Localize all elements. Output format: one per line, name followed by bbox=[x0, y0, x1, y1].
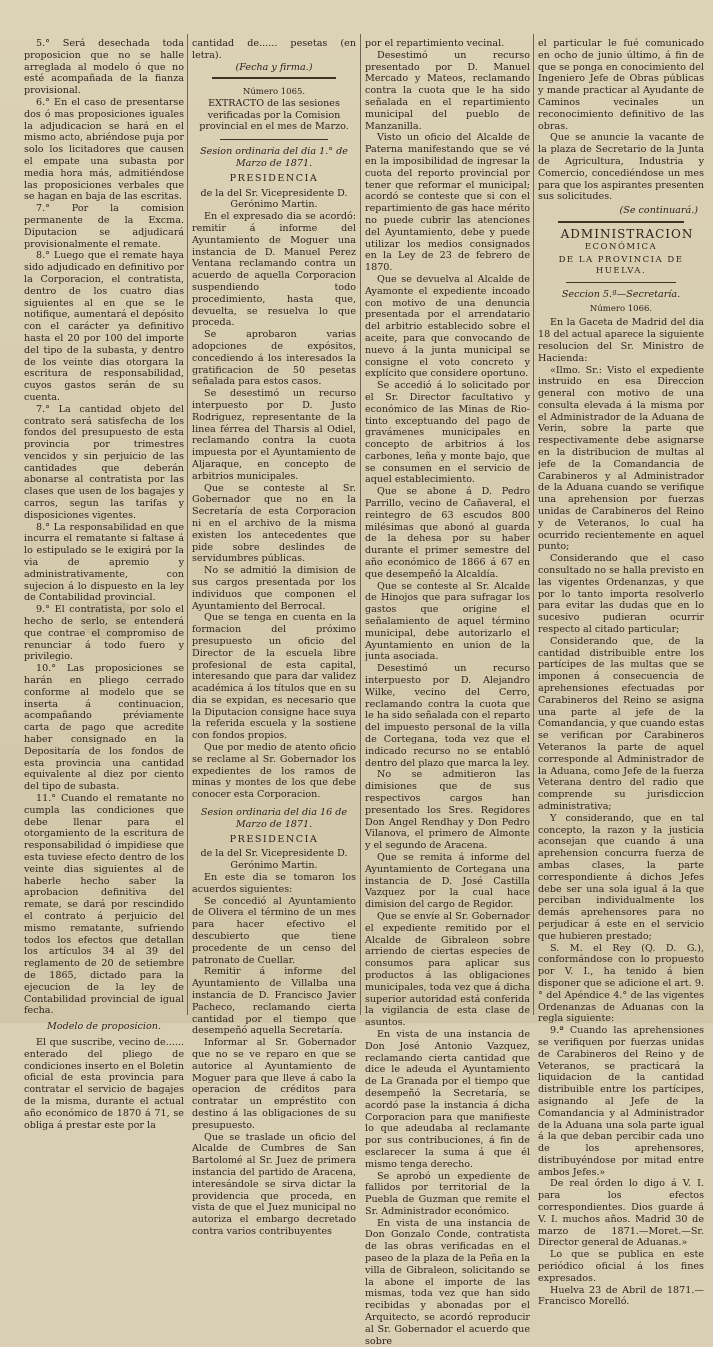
separator bbox=[220, 139, 328, 140]
section-subtitle: ECONÓMICA bbox=[584, 241, 658, 252]
notice-number: Número 1065. bbox=[242, 87, 306, 98]
paragraph: En la Gaceta de Madrid del dia 18 del actual aparece la siguiente resolucion del Sr. Ministro de Hacienda: bbox=[538, 317, 704, 364]
paragraph: Desestimó un recurso presentado por D. Manuel Mercado y Mateos, reclamando contra la cuota que le ha sido señalada en el repartimiento municipal del pueblo de Manzanilla. bbox=[365, 49, 530, 132]
paragraph: por el repartimiento vecinal. bbox=[365, 38, 505, 49]
paragraph: 8.° La responsabilidad en que incurra el rematante si faltase á lo estipulado se le exigirá por la via de apremio y administrativamente, con sujecion á lo dispuesto en la ley de Contabilidad provincial. bbox=[24, 521, 184, 604]
separator bbox=[566, 282, 676, 283]
continued-note: (Se continuará.) bbox=[619, 205, 698, 217]
presidency-text: de la del Sr. Vicepresidente D. Gerónimo Martin. bbox=[200, 187, 348, 211]
extract-title: EXTRACTO de las sesiones verificadas por la Comision provincial en el mes de Marzo. bbox=[199, 97, 349, 133]
paragraph: No se admitieron las dimisiones que de sus respectivos cargos han presentado los Sres. Regidores Don Angel Rendhay y Don Pedro Vilanova, el primero de Almonte y el segundo de Aracena. bbox=[365, 769, 530, 852]
paragraph: Se concedió al Ayuntamiento de Olivera el término de un mes para hacer efectivo el descubierto que tiene procedente de un censo del patronato de Cuellar. bbox=[192, 895, 356, 966]
paragraph: Remitir á informe del Ayuntamiento de Villalba una instancia de D. Francisco Javier Pacheco, reclamando cierta cantidad por el tiempo que desempeñó aquella Secretaría. bbox=[192, 966, 356, 1037]
separator bbox=[558, 221, 684, 223]
signature-line: (Fecha y firma.) bbox=[235, 61, 313, 73]
session-heading: Sesion ordinaria del dia 16 de Marzo de 1871. bbox=[200, 807, 348, 830]
section-heading: Seccion 5.ª—Secretaría. bbox=[561, 289, 681, 301]
paragraph: Y considerando, que en tal concepto, la razon y la justicia aconsejan que cuando á una aprehension concurra fuerza de ambas clases, la parte correspondiente á dichos Jefes debe ser una sola igual á la que perciban individualmente los demás aprehensores para no perjudicar á este en el servicio que hubieren prestado; bbox=[538, 812, 704, 942]
paragraph: 5.° Será desechada toda proposicion que no se halle arreglada al modelo ó que no esté acompañada de la fianza provisional. bbox=[24, 38, 184, 97]
paragraph: Lo que se publica en este periódico oficial á los fines expresados. bbox=[538, 1249, 704, 1284]
column-3 bbox=[365, 38, 530, 1347]
column-rule bbox=[360, 34, 361, 1015]
paragraph: cantidad de...... pesetas (en letra). bbox=[192, 38, 356, 61]
notice-number: Número 1066. bbox=[589, 303, 653, 314]
paragraph: Informar al Sr. Gobernador que no se ve reparo en que se autorice al Ayuntamiento de Moguer para que lleve á cabo la operacion de créditos para contratar un empréstito con destino á las obligaciones de su presupuesto. bbox=[192, 1037, 356, 1131]
paragraph: 7.° La cantidad objeto del contrato será satisfecha de los fondos del presupuesto de esta provincia por trimestres vencidos y sin perjuicio de las cantidades que deberán abonarse al contratista por las clases que usen de los bagajes y carros, segun las tarifas y disposiciones vigentes. bbox=[24, 403, 184, 521]
paragraph: «Ilmo. Sr.: Visto el expediente instruido en esa Direccion general con motivo de una consulta elevada á la misma por el Administrador de la Aduana de Verin, sobre la parte que respectivamente debe asignarse en la distribucion de multas al jefe de la Comandancia de Carabineros y al Administrador de la Aduana cuando se verifique una aprehension por fuerzas unidas de Carabineros del Reino y de Veteranos, lo cual ha ocurrido recientemente en aquel punto; bbox=[538, 364, 704, 553]
paragraph: Que se conteste al Sr. Alcalde de Hinojos que para sufragar los gastos que origine el señalamiento de aquel término municipal, debe autorizarlo el Ayuntamiento en union de la junta asociada. bbox=[365, 580, 530, 663]
paragraph: 6.° En el caso de presentarse dos ó mas proposiciones iguales la adjudicacion se hará en el mismo acto, abriéndose puja por solo los licitadores que causen el empate una subasta por media hora más, admitiéndose las proposiciones verbales que se hagan en baja de las escritas. bbox=[24, 96, 184, 203]
paragraph: En este dia se tomaron los acuerdos siguientes: bbox=[192, 872, 356, 895]
presidency-heading: PRESIDENCIA bbox=[229, 172, 319, 184]
paragraph: Que se envíe al Sr. Gobernador el expediente remitido por el Alcalde de Gibraleon sobre arriendo de ciertas especies de consumos para aplicar sus productos á las obligaciones municipales, toda vez que á dicha superior autoridad está conferida la vigilancia de esta clase de asuntos. bbox=[365, 910, 530, 1029]
paragraph: Que se devuelva al Alcalde de Ayamonte el expediente incoado con motivo de una denuncia presentada por el arrendatario del arbitrio establecido sobre el aceite, para que convocando de nuevo á la junta municipal se consigne el voto concreto y explícito que considere oportuno. bbox=[365, 273, 530, 380]
paragraph: Desestimó un recurso interpuesto por D. Alejandro Wilke, vecino del Cerro, reclamando contra la cuota que le ha sido señalada con el reparto del impuesto personal de la villa de Cortegana, toda vez que el indicado recurso no se entabló dentro del plazo que marca la ley. bbox=[365, 663, 530, 769]
paragraph: Que se conteste al Sr. Gobernador que no en la Secretaría de esta Corporacion ni en el archivo de la misma existen los antecedentes que pide sobre deslindes de servidumbres públicas. bbox=[192, 482, 356, 565]
model-heading: Modelo de proposicion. bbox=[46, 1021, 162, 1033]
paragraph: Se aprobó un expediente de fallidos por territorial de la Puebla de Guzman que remite el Sr. Administrador económico. bbox=[365, 1170, 530, 1217]
column-rule bbox=[187, 34, 188, 1015]
signature-paragraph: Huelva 23 de Abril de 1871.—Francisco Morelló. bbox=[538, 1284, 704, 1308]
section-province: DE LA PROVINCIA DE HUELVA. bbox=[558, 255, 684, 276]
paragraph: En vista de una instancia de Don Gonzalo Conde, contratista de las obras verificadas en el paseo de la plaza de la Peña en la villa de Gibraleon, solicitando se la abone el importe de las mismas, toda vez que han sido recibidas y abonadas por el Arquitecto, se acordó reproducir al Sr. Gobernador el acuerdo que sobre bbox=[365, 1217, 530, 1347]
paragraph: De real órden lo digo á V. I. para los efectos correspondientes. Dios guarde á V. I. muchos años. Madrid 30 de marzo de 1871.—Moret.—Sr. Director general de Aduanas.» bbox=[538, 1178, 704, 1249]
paragraph: 10.° Las proposiciones se harán en pliego cerrado conforme al modelo que se inserta á continuacion, acompañando préviamente carta de pago que acredite haber consignado en la Depositaría de los fondos de esta provincia una cantidad equivalente al diez por ciento del tipo de subasta. bbox=[24, 663, 184, 793]
paragraph: 11.° Cuando el rematante no cumpla las condiciones que debe llenar para el otorgamiento de la escritura de responsabilidad ó impidiese que esta tuviese efecto dentro de los veinte dias siguientes al de haberle hecho saber la aprobacion definitiva del remate, se dará por rescindido el contrato á perjuicio del mismo rematante, sufriendo todos los efectos que detallan los artículos 34 al 39 del reglamento de 20 de setiembre de 1865, dictado para la ejecucion de la ley de Contabilidad provincial de igual fecha. bbox=[24, 793, 184, 1017]
column-4 bbox=[538, 38, 704, 1308]
paragraph: Se aprobaron varias adopciones de expósitos, concediendo á los interesados la gratificacion de 50 pesetas señalada para estos casos. bbox=[192, 329, 356, 388]
paragraph: Considerando que, de la cantidad distribuible entre los partícipes de las multas que se imponen á consecuencia de aprehensiones efectuadas por Carabineros del Reino se asigna una parte al jefe de la Comandancia, y que cuando estas se verifican por Carabineros Veteranos la parte de aquel corresponde al Administrador de la Aduana, como Jefe de la fuerza Veterana dentro del radio que comprende su jurisdiccion administrativa; bbox=[538, 635, 704, 812]
paragraph: No se admitió la dimision de sus cargos presentada por los individuos que componen el Ayuntamiento del Berrocal. bbox=[192, 565, 356, 612]
paragraph: Considerando que el caso consultado no se halla previsto en las vigentes Ordenanzas, y que por lo tanto importa resolverlo para evitar las dudas que en lo sucesivo pudieran ocurrir respecto al citado particular; bbox=[538, 553, 704, 636]
paragraph: El que suscribe, vecino de...... enterado del pliego de condiciones inserto en el Boletin oficial de esta provincia para contratar el servicio de bagajes de la misma, durante el actual año económico de 1870 á 71, se obliga á prestar este por la bbox=[24, 1036, 184, 1131]
paragraph: Se accedió á lo solicitado por el Sr. Director facultativo y económico de las Minas de Rio-tinto exceptuando del pago de gravámenes municipales en concepto de arbitrios á los carbones, leña y monte bajo, que se consumen en el servicio de aquel establecimiento. bbox=[365, 380, 530, 486]
section-title: ADMINISTRACION bbox=[560, 226, 694, 241]
presidency-heading: PRESIDENCIA bbox=[229, 833, 319, 845]
column-rule bbox=[533, 34, 534, 1015]
paragraph: el particular le fué comunicado en ocho de junio último, á fin de que se ponga en conocimiento del Ingeniero Jefe de Obras públicas y mande practicar al Ayudante de Caminos vecinales un reconocimiento definitivo de las obras. bbox=[538, 38, 704, 132]
paragraph: Que se anuncie la vacante de la plaza de Secretario de la Junta de Agricultura, Industria y Comercio, concediéndose un mes para que los aspirantes presenten sus solicitudes. bbox=[538, 132, 704, 203]
column-1 bbox=[24, 38, 184, 1131]
paragraph: En el expresado dia se acordó: remitir á informe del Ayuntamiento de Moguer una instancia de D. Manuel Perez Ventana reclamando contra un acuerdo de aquella Corporacion suspendiendo todo procedimiento, hasta que, devuelta, se resuelva lo que proceda. bbox=[192, 211, 356, 329]
paragraph: Que se traslade un oficio del Alcalde de Cumbres de San Bartolomé al Sr. Juez de primera instancia del partido de Aracena, interesándole se sirva dictar la providencia que proceda, en vista de que el Juez municipal no autoriza el embargo decretado contra varios contribuyentes bbox=[192, 1131, 356, 1237]
paragraph: Visto un oficio del Alcalde de Paterna manifestando que se vé en la imposibilidad de ingresar la cuota del reporto provincial por tener que reformar el municipal; acordó se conteste que si con el repartimiento de gas hace mérito no puede cubrir las atenciones del Ayuntamiento, debe y puede utilizar los medios consignados en la Ley de 23 de febrero de 1870. bbox=[365, 132, 530, 274]
paragraph: Que se abone á D. Pedro Parrillo, vecino de Cañaveral, el reintegro de 63 escudos 800 milésimas que abonó al guarda de la dehesa por su haber durante el primer semestre del año económico de 1866 á 67 en que desempeñó la Alcaldía. bbox=[365, 486, 530, 580]
paragraph: Que se remita á informe del Ayuntamiento de Cortegana una instancia de D. José Castilla Vazquez por la cual hace dimision del cargo de Regidor. bbox=[365, 851, 530, 911]
separator bbox=[212, 77, 336, 79]
paragraph: Se desestimó un recurso interpuesto por D. Justo Rodriguez, representante de la linea férrea del Tharsis al Odiel, reclamando contra la cuota impuesta por el Ayuntamiento de Aljaraque, en concepto de arbitrios municipales. bbox=[192, 388, 356, 482]
paragraph: En vista de una instancia de Don José Antonio Vazquez, reclamando cierta cantidad que dice le adeuda el Ayuntamiento de La Granada por el tiempo que desempeñó la Secretaría, se acordó pase la instancia á dicha Corporacion para que manifieste lo que adeudaba al reclamante por sus contribuciones, á fin de esclarecer la suma á que él mismo tenga derecho. bbox=[365, 1028, 530, 1170]
paragraph: Que por medio de atento oficio se reclame al Sr. Gobernador los expedientes de los ramos de minas y montes de los que debe conocer esta Corporacion. bbox=[192, 742, 356, 801]
paragraph: S. M. el Rey (Q. D. G.), conformándose con lo propuesto por V. I., ha tenido á bien disponer que se adicione el art. 9.° del Apéndice 4.° de las vigentes Ordenanzas de Aduanas con la regla siguiente: bbox=[538, 942, 704, 1025]
paragraph: 8.° Luego que el remate haya sido adjudicado en definitivo por la Corporacion, el contratista, dentro de los cuatro dias siguientes al en que se le notifique, aumentará el depósito con el carácter ya definitivo hasta el 20 por 100 del importe del tipo de la subasta, y dentro de los veinte dias otorgara la escritura de responsabilidad, cuyos gastos serán de su cuenta. bbox=[24, 250, 184, 403]
presidency-text: de la del Sr. Vicepresidente D. Gerónimo Martin. bbox=[200, 848, 348, 872]
paragraph: 9.° El contratista, por solo el hecho de serlo, se entenderá que contrae el compromiso de renunciar á todo fuero y privilegio. bbox=[24, 604, 184, 663]
paragraph: 7.° Por la comision permanente de la Excma. Diputacion se adjudicará provisionalmente el remate. bbox=[24, 203, 184, 250]
session-heading: Sesion ordinaria del dia 1.° de Marzo de 1871. bbox=[200, 146, 348, 170]
paragraph: Que se tenga en cuenta en la formacion del próximo presupuesto un oficio del Director de la escuela libre profesional de esta capital, interesando que para dar validez académica á los títulos que en su dia se expidan, es necesario que la Diputacion consigne hace suya la referida escuela y la sostiene con fondos propios. bbox=[192, 612, 356, 742]
column-2 bbox=[192, 38, 356, 1238]
paragraph: 9.ª Cuando las aprehensiones se verifiquen por fuerzas unidas de Carabineros del Reino y de Veteranos, se practicará la liquidacion de la cantidad distribuible entre los partícipes, asignando al Jefe de la Comandancia y al Administrador de la Aduana una sola parte igual á la que deban percibir cada uno de los aprehensores, distribuyéndose por mitad entre ambos Jefes.» bbox=[538, 1025, 704, 1178]
